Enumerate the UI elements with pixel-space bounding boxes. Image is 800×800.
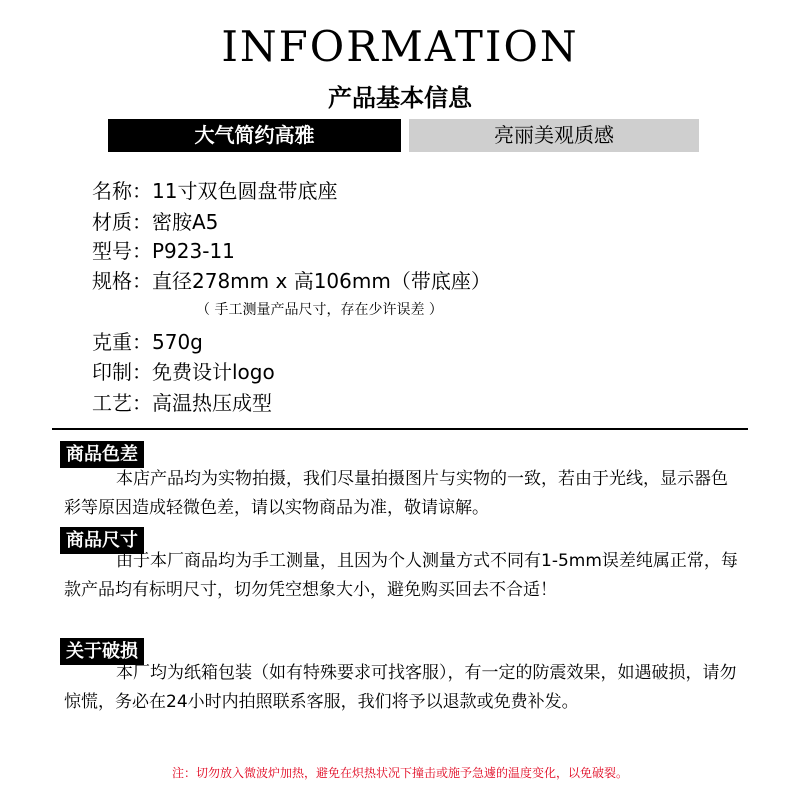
spec-row-size [92, 268, 491, 294]
band-right: 亮丽美观质感 [409, 119, 699, 152]
spec-label: 印制： [92, 360, 152, 384]
spec-value: 高温热压成型 [152, 391, 272, 415]
title-english: INFORMATION [221, 22, 579, 71]
divider [52, 428, 748, 430]
spec-label: 规格： [92, 269, 152, 293]
title-chinese: 产品基本信息 [328, 84, 472, 112]
spec-label: 名称： [92, 179, 152, 203]
spec-label: 克重： [92, 330, 152, 354]
spec-row-craft [92, 390, 272, 416]
paragraph-damage: 本厂均为纸箱包装（如有特殊要求可找客服），有一定的防震效果，如遇破损，请勿惊慌，务必在24小时内拍照联系客服，我们将予以退款或免费补发。 [64, 663, 737, 712]
spec-row-model [92, 238, 235, 264]
spec-value: 570g [152, 330, 203, 354]
spec-label: 材质： [92, 210, 152, 234]
spec-value: 密胺A5 [152, 210, 219, 234]
spec-value: P923-11 [152, 239, 235, 263]
spec-row-name [92, 178, 337, 204]
spec-value: 直径278mm x 高106mm（带底座） [152, 269, 491, 293]
spec-value: 11寸双色圆盘带底座 [152, 179, 338, 203]
spec-value: 免费设计logo [152, 360, 275, 384]
tag-color-difference: 商品色差 [60, 441, 144, 468]
paragraph-color-difference: 本店产品均为实物拍摄，我们尽量拍摄图片与实物的一致，若由于光线，显示器色彩等原因造成轻微色差，请以实物商品为准，敬请谅解。 [64, 469, 728, 518]
band-left: 大气简约高雅 [108, 119, 401, 152]
paragraph-product-size: 由于本厂商品均为手工测量，且因为个人测量方式不同有1-5mm误差纯属正常，每款产品均有标明尺寸，切勿凭空想象大小，避免购买回去不合适！ [64, 551, 738, 600]
tag-product-size: 商品尺寸 [60, 527, 144, 554]
spec-row-print [92, 359, 275, 385]
spec-label: 型号： [92, 239, 152, 263]
spec-row-weight [92, 329, 203, 355]
warning-note: 注：切勿放入微波炉加热，避免在炽热状况下撞击或施予急遽的温度变化，以免破裂。 [171, 766, 628, 780]
spec-label: 工艺： [92, 391, 152, 415]
tag-damage: 关于破损 [60, 638, 144, 665]
spec-row-material [92, 209, 218, 235]
size-note: （ 手工测量产品尺寸，存在少许误差 ） [196, 302, 443, 318]
